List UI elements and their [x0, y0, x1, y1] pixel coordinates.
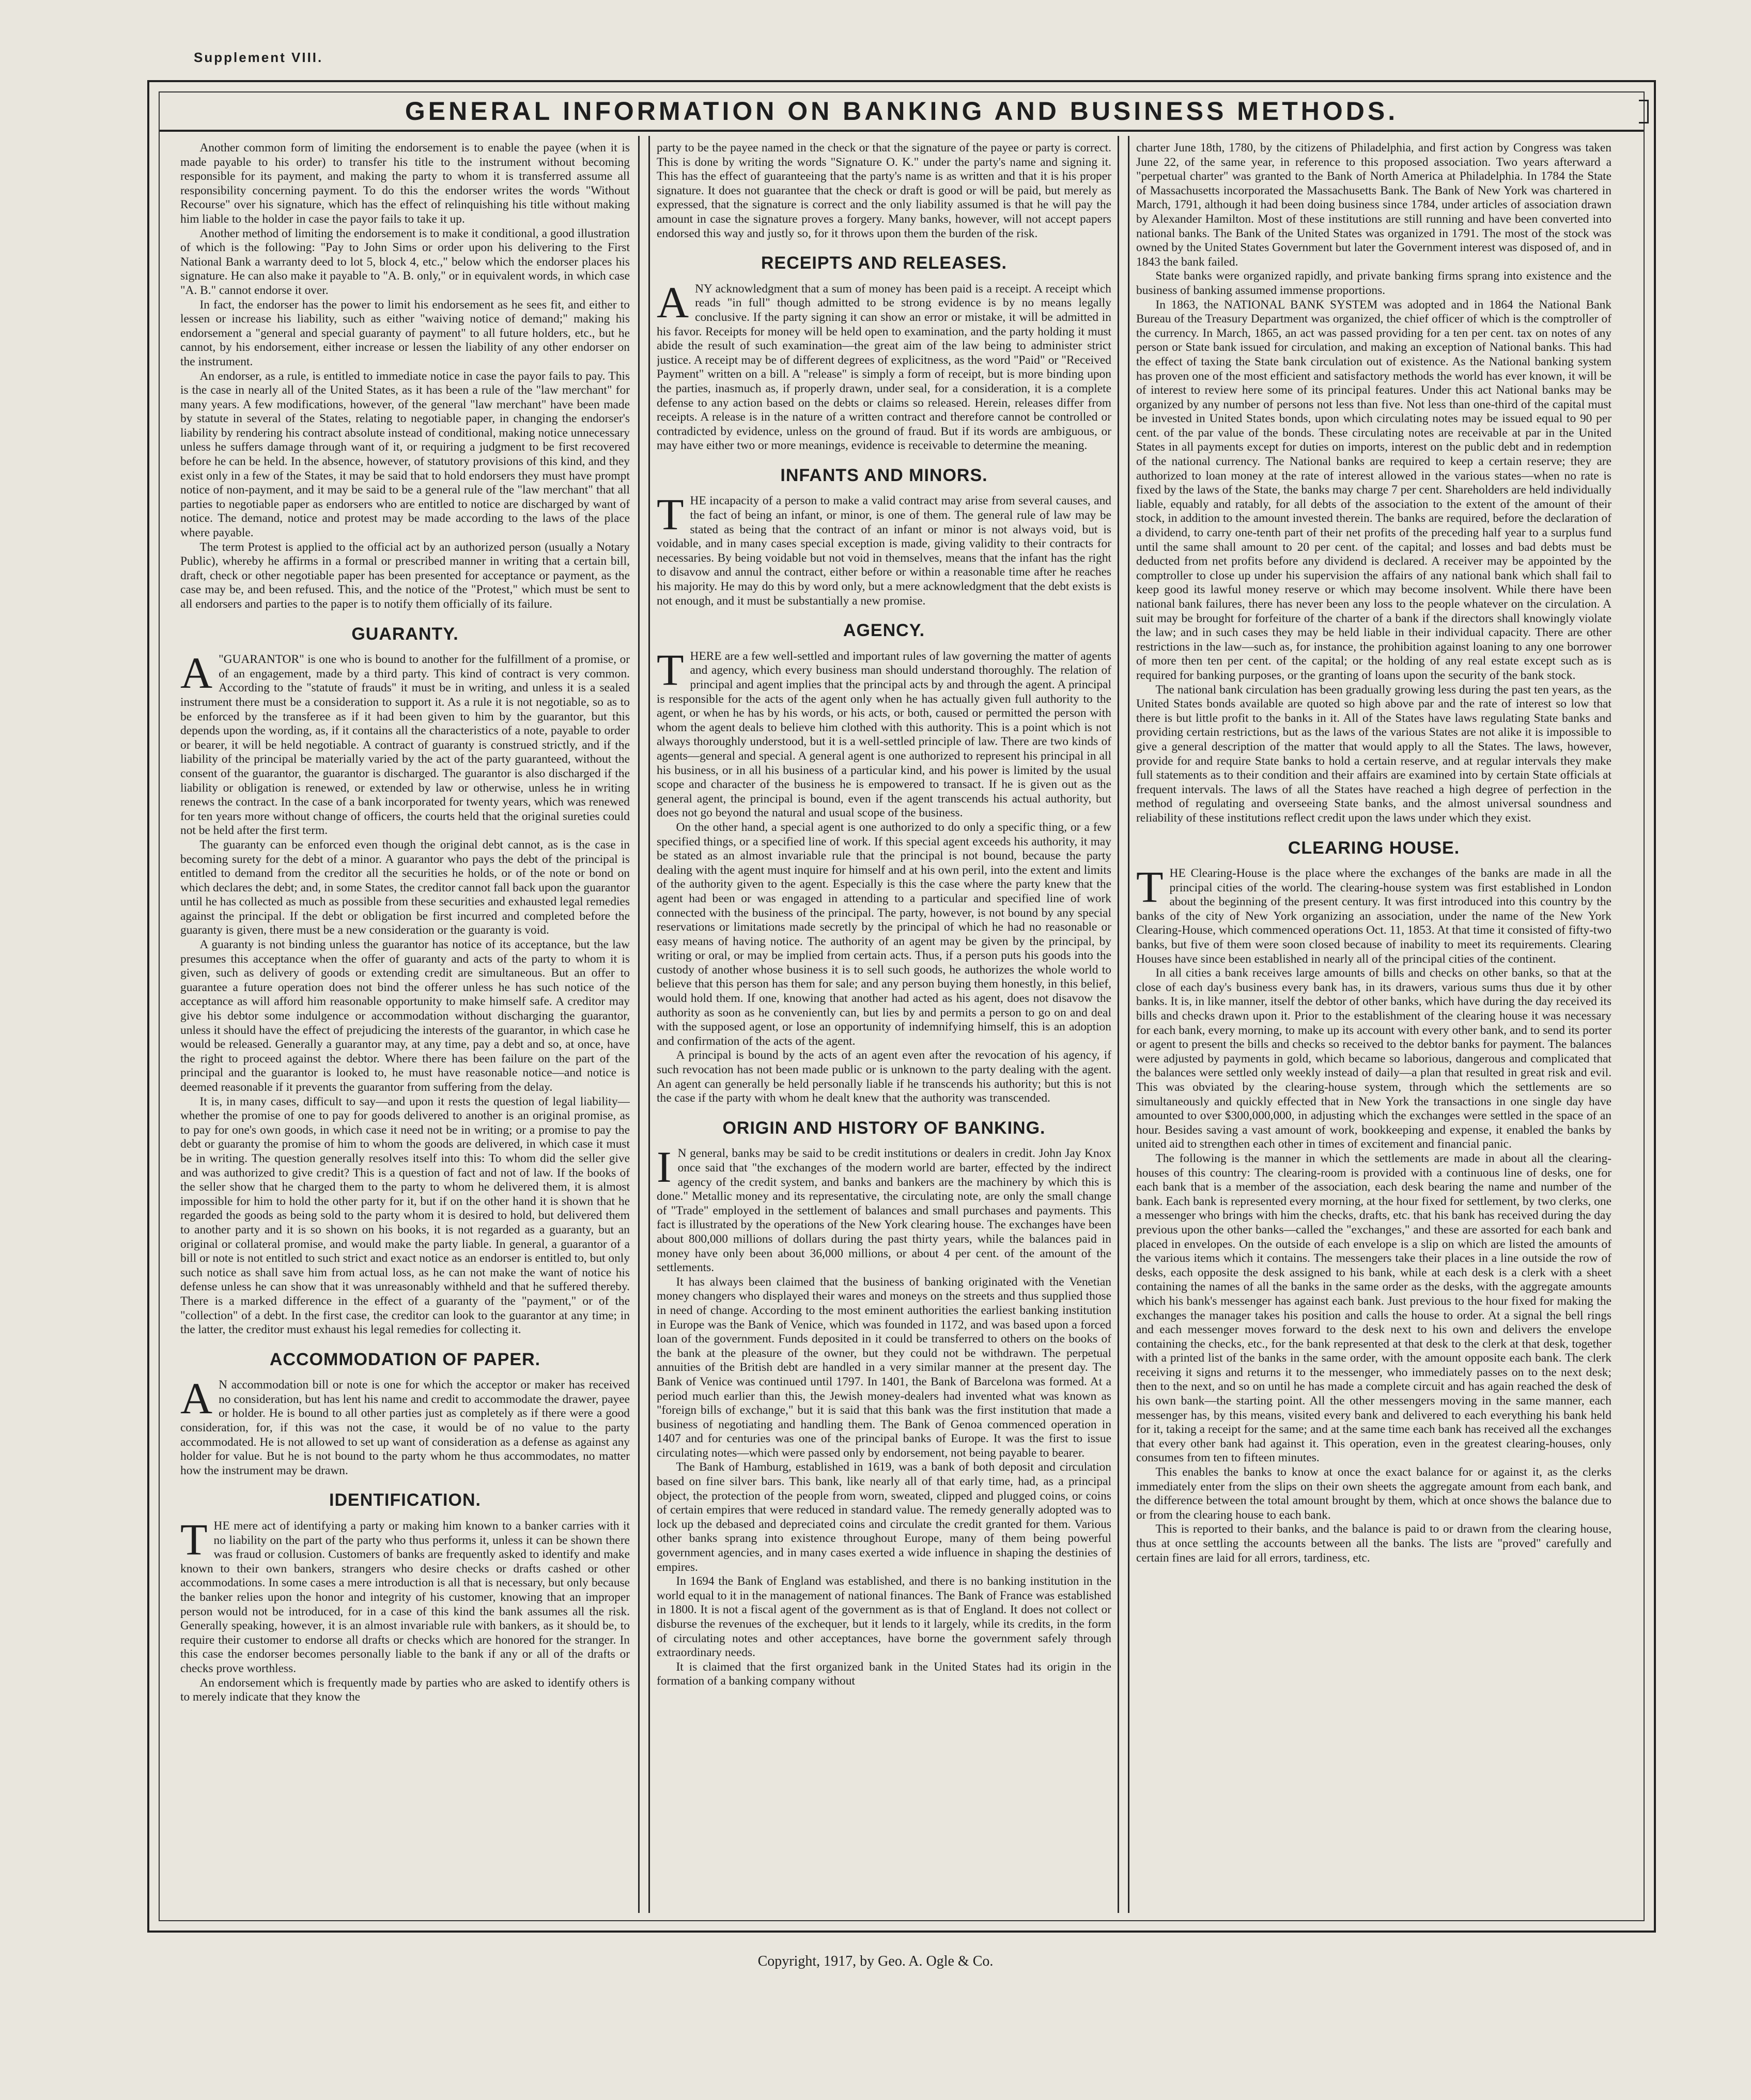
paragraph: The following is the manner in which the settlements are made in about all the clearing-houses of this country: The clearing-room is provided with a continuous line of desks, one for each bank that is a member of the association, each desk bearing the name and number of the bank. Each bank is represented every morning, at the hour fixed for settlement, by two clerks, one a messenger who brings with him the checks, drafts, etc. that his bank has received during the day previous upon the other banks—called the "exchanges," and these are assorted for each bank and placed in envelopes. On the outside of each envelope is a slip on which are listed the amounts of the various items which it contains. The messengers take their places in a line outside the row of desks, each opposite the desk assigned to his bank, while at each desk is a clerk with a sheet containing the names of all the banks in the same order as the desks, with the aggregate amounts which his bank's messenger has against each bank. Just previous to the hour fixed for making the exchanges the manager takes his position and calls the house to order. At a signal the bell rings and each messenger moves forward to the desk next to his own and delivers the envelope containing the checks, etc., for the bank represented at that desk to the clerk at that desk, together with a printed list of the banks in the same order, with the amount opposite each bank. The clerk receiving it signs and returns it to the messenger, who immediately passes on to the next desk; then to the next, and so on until he has made a complete circuit and has again reached the desk of his own bank—the starting point. All the other messengers moving in the same manner, each messenger has, by this means, visited every bank and delivered to each everything his bank held for it, taking a receipt for the same; and at the same time each bank has received all the exchanges that every other bank had against it. This operation, even in the greatest clearing-houses, only consumes from ten to fifteen minutes. [1136, 1151, 1611, 1465]
paragraph: This enables the banks to know at once the exact balance for or against it, as the clerks immediately enter from the slips on their own sheets the aggregate amount from each bank, and the difference between the total amount brought by them, which at once shows the balance due to or from the clearing house to each bank. [1136, 1465, 1611, 1522]
paragraph-text: HE Clearing-House is the place where the exchanges of the banks are made in all the principal cities of the world. The clearing-house system was first established in London about the beginning of the present century. It was first introduced into this country by the banks of the city of New York organizing an association, under the name of the New York Clearing-House, which commenced operations Oct. 11, 1853. At that time it consisted of fifty-two banks, but five of them were soon closed because of inability to meet its requirements. Clearing Houses have since been established in nearly all of the principal cities of the continent. [1136, 867, 1611, 966]
paragraph: It has always been claimed that the business of banking originated with the Venetian money changers who displayed their wares and moneys on the streets and thus supplied those in need of change. According to the most eminent authorities the earliest banking institution in Europe was the Bank of Venice, which was founded in 1172, and was based upon a forced loan of the government. Funds deposited in it could be transferred to others on the books of the bank at the pleasure of the owner, but they could not be withdrawn. The perpetual annuities of the British debt are handled in a very similar manner at the present day. The Bank of Venice was continued until 1797. In 1401, the Bank of Barcelona was formed. At a period much earlier than this, the Jewish money-dealers had invented what was known as "foreign bills of exchange," but it is said that this bank was the first institution that made a business of negotiating and handling them. The Bank of Genoa commenced operation in 1407 and for centuries was one of the principal banks of Europe. It was the first to issue circulating notes—which were passed only by endorsement, not being payable to bearer. [657, 1275, 1111, 1460]
drop-cap: T [657, 644, 684, 694]
paragraph: In fact, the endorser has the power to limit his endorsement as he sees fit, and either to lessen or increase his liability, such as either "waiving notice of demand;" making his endorsement a "general and special guaranty of payment" to all future holders, etc., but he cannot, by his endorsement, either increase or lessen the liability of any other endorser on the instrument. [180, 298, 630, 368]
supplement-label: Supplement VIII. [194, 50, 323, 65]
section-heading-identification: IDENTIFICATION. [329, 1490, 481, 1510]
paragraph: An endorser, as a rule, is entitled to immediate notice in case the payor fails to pay. This is the case in nearly all of the United States, as it has been a rule of the "law merchant" for many years. A few modifications, however, of the general "law merchant" have been made by statute in several of the States, relating to negotiable paper, in changing the endorser's liability by rendering his contract absolute instead of conditional, making notice unnecessary unless he suffers damage through want of it, or requiring a judgment to be first recovered before he can be held. In the absence, however, of statutory provisions of this kind, and they exist only in a few of the States, it may be said that to hold endorsers they must have prompt notice of non-payment, and it may be said to be a general rule of the "law merchant" that all parties to negotiable paper as endorsers who are entitled to notice are discharged by want of notice. The demand, notice and protest may be made according to the laws of the place where payable. [180, 369, 630, 540]
paragraph: In all cities a bank receives large amounts of bills and checks on other banks, so that at the close of each day's business every bank has, in its drawers, various sums thus due it by other banks. It is, in like manner, itself the debtor of other banks, which have during the day received its bills and checks drawn upon it. Prior to the establishment of the clearing house it was necessary for each bank, every morning, to make up its account with every other bank, and to send its porter or agent to present the bills and checks so received to the debtor banks for payment. The balances were adjusted by payments in gold, which became so laborious, dangerous and complicated that the balances were settled only weekly instead of daily—a plan that resulted in great risk and evil. This was obviated by the clearing-house system, through which the settlements are so simultaneously and quickly effected that in New York the transactions in one single day have amounted to over $300,000,000, in adjusting which the exchanges were settled in the space of an hour. Besides saving a vast amount of work, bookkeeping and expense, it enabled the banks by united aid to strengthen each other in times of excitement and financial panic. [1136, 966, 1611, 1151]
paragraph-text: HE mere act of identifying a party or making him known to a banker carries with it no liability on the part of the party who thus performs it, unless it can be shown there was fraud or collusion. Customers of banks are frequently asked to identify and make known to their own bankers, strangers who desire checks or drafts cashed or other accommodations. In some cases a mere introduction is all that is necessary, but only because the banker relies upon the honor and integrity of his customer, knowing that an improper person would not be introduced, for in a case of this kind the bank assumes all the risk. Generally speaking, however, it is an almost invariable rule with bankers, as it should be, to require their customer to endorse all drafts or checks which are honored for the stranger. In this case the endorser becomes personally liable to the bank if any or all of the drafts or checks prove worthless. [180, 1519, 630, 1675]
paragraph: The Bank of Hamburg, established in 1619, was a bank of both deposit and circulation based on fine silver bars. This bank, like nearly all of that early time, had, as a principal object, the protection of the people from worn, sweated, clipped and plugged coins, or coins of certain empires that were reduced in standard value. The remedy generally adopted was to lock up the debased and depreciated coins and circulate the credit granted for them. Various other banks sprang into existence throughout Europe, many of them being powerful government agencies, and in many cases exerted a wide influence in shaping the destinies of empires. [657, 1460, 1111, 1574]
copyright-notice: Copyright, 1917, by Geo. A. Ogle & Co. [757, 1953, 994, 1969]
paragraph: This is reported to their banks, and the balance is paid to or drawn from the clearing house, thus at once settling the accounts between all the banks. The lists are "proved" carefully and certain fines are laid for all errors, tardiness, etc. [1136, 1522, 1611, 1565]
drop-cap: A [657, 277, 689, 327]
paragraph: It is claimed that the first organized bank in the United States had its origin in the formation of a banking company without [657, 1660, 1111, 1688]
column-right [1136, 141, 1611, 1910]
drop-cap: T [657, 489, 684, 539]
paragraph: A principal is bound by the acts of an agent even after the revocation of his agency, if such revocation has not been made public or is unknown to the party dealing with the agent. An agent can generally be held personally liable if he transcends his authority; but this is not the case if the party with whom he dealt knew that the authority was transcended. [657, 1048, 1111, 1105]
paragraph: The term Protest is applied to the official act by an authorized person (usually a Notary Public), whereby he affirms in a formal or prescribed manner in writing that a certain bill, draft, check or other negotiable paper has been presented for acceptance or payment, as the case may be, and been refused. This, and the notice of the "Protest," which must be sent to all endorsers and parties to the paper is to notify them officially of its failure. [180, 540, 630, 611]
section-heading-guaranty: GUARANTY. [351, 624, 459, 644]
paragraph: In 1863, the NATIONAL BANK SYSTEM was adopted and in 1864 the National Bank Bureau of the Treasury Department was organized, the chief officer of which is the comptroller of the currency. In March, 1865, an act was passed providing for a ten per cent. tax on notes of any person or State bank issued for circulation, and making an exception of National banks. This had the effect of taxing the State bank circulation out of existence. As the National banking system has proven one of the most efficient and satisfactory methods the world has ever known, it will be of interest to review here some of its principal features. Under this act National banks may be organized by any number of persons not less than five. Not less than one-third of the capital must be invested in United States bonds, upon which circulating notes may be issued equal to 90 per cent. of the par value of the bonds. These circulating notes are receivable at par in the United States in all payments except for duties on imports, interest on the public debt and in redemption of the national currency. The National banks are required to keep a certain reserve; they are authorized to loan money at the rate of interest allowed in the various states—when no rate is fixed by the laws of the State, the banks may charge 7 per cent. Shareholders are held individually liable, equably and ratably, for all debts of the association to the extent of the amount of their stock, in addition to the amount invested therein. The banks are required, before the declaration of a dividend, to carry one-tenth part of their net profits of the preceding half year to a surplus fund until the same shall amount to 20 per cent. of the capital; and losses and bad debts must be deducted from net profits before any dividend is declared. A receiver may be appointed by the comptroller to close up under his supervision the affairs of any national bank which shall fail to keep good its lawful money reserve or which may become insolvent. While there have been national bank failures, there has never been any loss to the people whatever on the circulation. A suit may be brought for forfeiture of the charter of a bank if the directors shall knowingly violate the law; and in such cases they may be held liable in their individual capacity. There are other restrictions in the law—such as, for instance, the prohibition against loaning to any one borrower of more then ten per cent. of the capital; or the holding of any real estate except such as is required for banking purposes, or the granting of loans upon the security of the bank stock. [1136, 298, 1611, 682]
drop-cap: A [180, 1373, 213, 1424]
paragraph: Another method of limiting the endorsement is to make it conditional, a good illustration of which is the following: "Pay to John Sims or order upon his delivering to the First National Bank a warranty deed to lot 5, block 4, etc.," below which the endorser places his signature. He can also make it payable to "A. B. only," or in equivalent words, in which case "A. B." cannot endorse it over. [180, 226, 630, 297]
column-middle [657, 141, 1111, 1910]
paragraph: The national bank circulation has been gradually growing less during the past ten years, as the United States bonds available are quoted so high above par and the rate of interest so low that there is but little profit to the banks in it. All of the States have laws regulating State banks and providing certain restrictions, but as the laws of the various States are not alike it is impossible to give a general description of the matter that would apply to all the States. The laws, however, provide for and require State banks to hold a certain reserve, and at regular intervals they make full statements as to their condition and their affairs are examined into by certain State officials at frequent intervals. The laws of all the States have reached a high degree of perfection in the method of regulating and overseeing State banks, and the almost universal soundness and reliability of these institutions reflect credit upon the laws under which they exist. [1136, 683, 1611, 825]
column-divider [648, 136, 650, 1913]
column-left [180, 141, 630, 1910]
paragraph [657, 1142, 1111, 1275]
paragraph [657, 489, 1111, 608]
paragraph [180, 1515, 630, 1676]
page-inner-frame [159, 91, 1645, 1921]
column-divider [1118, 136, 1119, 1913]
section-heading-clearing-house: CLEARING HOUSE. [1288, 838, 1460, 858]
paragraph: The guaranty can be enforced even though the original debt cannot, as is the case in becoming surety for the debt of a minor. A guarantor who pays the debt of the principal is entitled to demand from the creditor all the securities he holds, or of the note or bond on which declares the debt; and, in some States, the creditor cannot fall back upon the guarantor until he has collected as much as possible from these securities and exhausted legal remedies against the principal. If the debt or obligation be first incurred and completed before the guaranty is given, there must be a new consideration or the guaranty is void. [180, 838, 630, 937]
paragraph-text: NY acknowledgment that a sum of money has been paid is a receipt. A receipt which reads "in full" though admitted to be strong evidence is by no means legally conclusive. If the party signing it can show an error or mistake, it will be admitted in his favor. Receipts for money will be held open to examination, and the party holding it must abide the result of such examination—the great aim of the law being to administer strict justice. A receipt may be of different degrees of explicitness, as the word "Paid" or "Received Payment" written on a bill. A "release" is simply a form of receipt, but is more binding upon the parties, inasmuch as, if properly drawn, under seal, for a consideration, it is a complete defense to any action based on the debts or claims so released. Herein, releases differ from receipts. A release is in the nature of a written contract and therefore cannot be controlled or contradicted by evidence, unless on the ground of fraud. But if its words are ambiguous, or may have either two or more meanings, evidence is receivable to determine the meaning. [657, 282, 1111, 453]
paragraph: party to be the payee named in the check or that the signature of the payee or party is correct. This is done by writing the words "Signature O. K." under the party's name and signing it. This has the effect of guaranteeing that the party's name is as written and that it is his proper signature. It does not guarantee that the check or draft is good or will be paid, but merely as expressed, that the signature is correct and the only liability assumed is that he will pay the amount in case the signature proves a forgery. Many banks, however, will not accept papers endorsed this way and justly so, for it throws upon them the burden of the risk. [657, 141, 1111, 240]
paragraph: In 1694 the Bank of England was established, and there is no banking institution in the world equal to it in the management of national finances. The Bank of France was established in 1800. It is not a fiscal agent of the government as is that of England. It does not collect or disburse the revenues of the exchequer, but it lends to it largely, while its credits, in the form of circulating notes and other acceptances, have borne the government safely through extraordinary needs. [657, 1574, 1111, 1660]
paragraph: It is, in many cases, difficult to say—and upon it rests the question of legal liability—whether the promise of one to pay for goods delivered to another is an original promise, as to pay for one's own goods, in which case it need not be in writing; or a promise to pay the debt or guaranty the promise of him to whom the goods are delivered, in which case it must be in writing. The question generally resolves itself into this: To whom did the seller give and was authorized to give credit? This is a question of fact and not of law. If the books of the seller show that he charged them to the party to whom he delivered them, it is almost impossible for him to hold the other party for it, but if on the other hand it is shown that he regarded the goods as being sold to the party whom it is desired to hold, but delivered them to another party and it is so shown on his books, it is not regarded as a guaranty, but an original or collateral promise, and would make the party liable. In general, a guarantor of a bill or note is not entitled to such strict and exact notice as an endorser is entitled to, but only such notice as shall save him from actual loss, as he can not make the want of notice his defense unless he can show that it was unreasonably withheld and that he suffered thereby. There is a marked difference in the effect of a guaranty of the "payment," or of the "collection" of a debt. In the first case, the creditor can look to the guarantor at any time; in the latter, the creditor must exhaust his legal remedies for collecting it. [180, 1094, 630, 1337]
drop-cap: A [180, 648, 213, 698]
drop-cap: T [1136, 862, 1164, 912]
section-heading-infants: INFANTS AND MINORS. [780, 465, 988, 485]
column-divider [638, 136, 640, 1913]
title-banner [160, 92, 1644, 132]
paragraph [1136, 862, 1611, 966]
paragraph-text: HE incapacity of a person to make a valid contract may arise from several causes, and the fact of being an infant, or minor, is one of them. The general rule of law may be stated as being that the contract of an infant or minor is not always void, but is voidable, and in many cases special exception is made, giving validity to their contracts for necessaries. By being voidable but not void in themselves, means that the infant has the right to disavow and annul the contract, either before or within a reasonable time after he reaches his majority. He may do this by word only, but a mere acknowledgment that the debt exists is not enough, and it must be substantially a new promise. [657, 494, 1111, 608]
paragraph: Another common form of limiting the endorsement is to enable the payee (when it is made payable to his order) to transfer his title to the instrument without becoming responsible for its payment, and making the party to whom it is transferred assume all responsibility concerning payment. To do this the endorser writes the words "Without Recourse" over his signature, which has the effect of relinquishing his title without making him liable to the holder in case the payor fails to take it up. [180, 141, 630, 226]
paragraph [180, 648, 630, 838]
page-title: GENERAL INFORMATION ON BANKING AND BUSINESS METHODS. [405, 97, 1399, 126]
paragraph-text: N accommodation bill or note is one for which the acceptor or maker has received no consideration, but has lent his name and credit to accommodate the drawer, payee or holder. He is bound to all other parties just as completely as if there were a good consideration, for, if this was not the case, it would be of no value to the party accommodated. He is not allowed to set up want of consideration as a defense as against any holder for value. But he is not bound to the party whom he thus accommodates, no matter how the instrument may be drawn. [180, 1378, 630, 1477]
paragraph-text: HERE are a few well-settled and important rules of law governing the matter of agents and agency, which every business man should understand thoroughly. The relation of principal and agent implies that the principal acts by and through the agent. A principal is responsible for the acts of the agent only when he has actually given full authority to the agent, or when he has by his words, or his acts, or both, caused or permitted the person with whom the agent deals to believe him clothed with this authority. This is a point which is not always thoroughly understood, but it is a well-settled principle of law. There are two kinds of agents—general and special. A general agent is one authorized to represent his principal in all his business, or in all his business of a particular kind, and his power is limited by the usual scope and character of the business he is empowered to transact. If he is given out as the general agent, the principal is bound, even if the agent transcends his actual authority, but does not go beyond the natural and usual scope of the business. [657, 649, 1111, 820]
section-heading-receipts: RECEIPTS AND RELEASES. [761, 253, 1008, 273]
corner-ornament [1639, 100, 1649, 123]
paragraph [657, 277, 1111, 453]
section-heading-accommodation: ACCOMMODATION OF PAPER. [269, 1349, 541, 1369]
paragraph: On the other hand, a special agent is one authorized to do only a specific thing, or a few specified things, or a specified line of work. If this special agent exceeds his authority, it may be stated as an almost invariable rule that the principal is not bound, because the party dealing with the agent must inquire for himself and at his own peril, into the extent and limits of the authority given to the agent. Especially is this the case where the party knew that the agent had been or was engaged in attending to a particular and specified line of work connected with the business of the principal. The party, however, is not bound by any special reservations or limitations made secretly by the principal of which he had no reasonable or easy means of having notice. The authority of an agent may be given by the principal, by writing or oral, or may be implied from certain acts. Thus, if a person puts his goods into the custody of another whose business it is to sell such goods, he authorizes the whole world to believe that this person has them for sale; and any person buying them honestly, in this belief, would hold them. If one, knowing that another had acted as his agent, does not disavow the authority as soon as he conveniently can, but lies by and permits a person to go on and deal with the supposed agent, or lose an opportunity of indemnifying himself, this is an adoption and confirmation of the acts of the agent. [657, 820, 1111, 1048]
section-heading-origin: ORIGIN AND HISTORY OF BANKING. [722, 1118, 1046, 1138]
paragraph: charter June 18th, 1780, by the citizens of Philadelphia, and first action by Congress was taken June 22, of the same year, in reference to this proposed association. Two years afterward a "perpetual charter" was granted to the Bank of North America at Philadelphia. In 1784 the State of Massachusetts incorporated the Massachusetts Bank. The Bank of New York was chartered in March, 1791, although it had been doing business since 1784, under articles of association drawn by Alexander Hamilton. Most of these institutions are still running and have been converted into national banks. The Bank of the United States was organized in 1791. The most of the stock was owned by the United States Government but later the Government interest was disposed of, and in 1843 the bank failed. [1136, 141, 1611, 269]
paragraph-text: N general, banks may be said to be credit institutions or dealers in credit. John Jay Knox once said that "the exchanges of the modern world are barter, effected by the indirect agency of the credit system, and banks and bankers are the machinery by which this is done." Metallic money and its representative, the circulating note, are only the small change of "Trade" employed in the settlement of balances and small purchases and payments. This fact is illustrated by the operations of the New York clearing house. The exchanges have been about 800,000 millions of dollars during the past thirty years, while the balances paid in money have only been about 36,000 millions, or about 4 per cent. of the amount of the settlements. [657, 1147, 1111, 1275]
column-divider [1128, 136, 1129, 1913]
paragraph-text: "GUARANTOR" is one who is bound to another for the fulfillment of a promise, or of an engagement, made by a third party. This kind of contract is very common. According to the "statute of frauds" it must be in writing, and unless it is a sealed instrument there must be a consideration to support it. As a rule it is not negotiable, so as to be enforced by the transferee as if it had been given to him by the guarantor, but this depends upon the wording, as, if it contains all the characteristics of a note, payable to order or bearer, it will be held negotiable. A contract of guaranty is construed strictly, and if the liability of the principal be materially varied by the act of the party guaranteed, without the consent of the guarantor, the guarantor is discharged. The guarantor is also discharged if the liability or obligation is renewed, or extended by law or otherwise, unless he in writing renews the contract. In the case of a bank incorporated for twenty years, which was renewed for ten years more without change of officers, the courts held that the original sureties could not be held after the first term. [180, 653, 630, 838]
drop-cap: T [180, 1515, 208, 1565]
paragraph [657, 644, 1111, 821]
paragraph: An endorsement which is frequently made by parties who are asked to identify others is to merely indicate that they know the [180, 1676, 630, 1704]
paragraph [180, 1373, 630, 1478]
section-heading-agency: AGENCY. [843, 621, 925, 641]
drop-cap: I [657, 1142, 672, 1192]
page-frame [147, 80, 1656, 1933]
paragraph: State banks were organized rapidly, and private banking firms sprang into existence and the business of banking assumed immense proportions. [1136, 269, 1611, 297]
paragraph: A guaranty is not binding unless the guarantor has notice of its acceptance, but the law presumes this acceptance when the offer of guaranty and acts of the party to whom it is given, such as delivery of goods or extending credit are simultaneous. But an offer to guarantee a future operation does not bind the offerer unless he has such notice of the acceptance as will afford him reasonable opportunity to make himself safe. A creditor may give his debtor some indulgence or accommodation without discharging the guarantor, unless it should have the effect of prejudicing the interests of the guarantor, in which case he would be released. Generally a guarantor may, at any time, pay a debt and so, at once, have the right to proceed against the debtor. Where there has been failure on the part of the principal and the guarantor is looked to, he must have reasonable notice—and notice is deemed reasonable if it prevents the guarantor from suffering from the delay. [180, 938, 630, 1094]
